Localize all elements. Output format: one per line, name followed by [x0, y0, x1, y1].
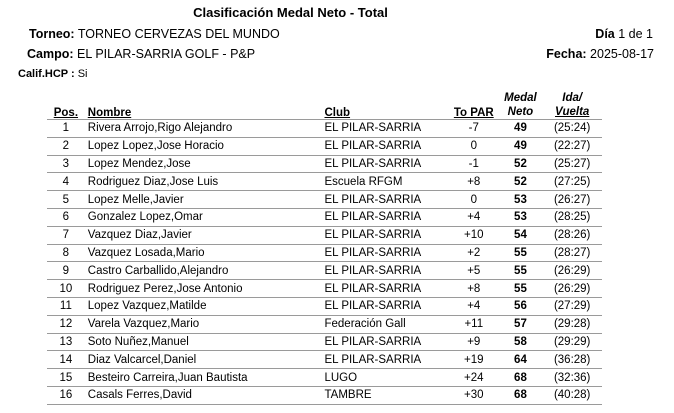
cell-club: EL PILAR-SARRIA — [322, 351, 449, 369]
cell-club: EL PILAR-SARRIA — [322, 262, 449, 280]
table-row — [47, 351, 602, 369]
cell-nombre: Diaz Valcarcel,Daniel — [85, 351, 323, 369]
dia-line — [595, 27, 653, 41]
cell-nombre: Lopez Mendez,Jose — [85, 155, 323, 173]
table-row — [47, 208, 602, 226]
cell-club: TAMBRE — [322, 386, 449, 404]
cell-to-par: -7 — [449, 120, 499, 138]
table-row — [47, 173, 602, 191]
cell-to-par: +8 — [449, 173, 499, 191]
calif-value: Si — [77, 68, 88, 80]
cell-club: EL PILAR-SARRIA — [322, 191, 449, 209]
cell-to-par: +5 — [449, 262, 499, 280]
cell-nombre: Casals Ferres,David — [85, 386, 323, 404]
table-row — [47, 333, 602, 351]
cell-ida-vuelta: (26:29) — [542, 280, 602, 298]
table-row — [47, 244, 602, 262]
cell-ida-vuelta: (27:29) — [542, 297, 602, 315]
header-ida-vuelta-line1: Ida/ — [562, 92, 583, 104]
cell-to-par: +4 — [449, 208, 499, 226]
cell-pos: 3 — [47, 155, 85, 173]
cell-pos: 16 — [47, 386, 85, 404]
fecha-label: Fecha: — [546, 47, 587, 61]
cell-ida-vuelta: (25:24) — [542, 120, 602, 138]
header-ida-vuelta-line2: Vuelta — [555, 106, 590, 118]
cell-nombre: Lopez Lopez,Jose Horacio — [85, 137, 323, 155]
cell-to-par: -1 — [449, 155, 499, 173]
table-row — [47, 386, 602, 404]
classification-table — [47, 91, 602, 405]
cell-nombre: Varela Vazquez,Mario — [85, 315, 323, 333]
cell-pos: 11 — [47, 297, 85, 315]
cell-medal-neto: 54 — [499, 226, 543, 244]
cell-nombre: Vazquez Diaz,Javier — [85, 226, 323, 244]
cell-medal-neto: 53 — [499, 208, 543, 226]
cell-nombre: Castro Carballido,Alejandro — [85, 262, 323, 280]
cell-pos: 8 — [47, 244, 85, 262]
cell-nombre: Vazquez Losada,Mario — [85, 244, 323, 262]
cell-nombre: Rivera Arrojo,Rigo Alejandro — [85, 120, 323, 138]
table-row — [47, 191, 602, 209]
table-row — [47, 155, 602, 173]
cell-to-par: +30 — [449, 386, 499, 404]
cell-pos: 2 — [47, 137, 85, 155]
cell-to-par: +24 — [449, 369, 499, 387]
cell-pos: 1 — [47, 120, 85, 138]
cell-medal-neto: 55 — [499, 244, 543, 262]
cell-nombre: Lopez Vazquez,Matilde — [85, 297, 323, 315]
cell-pos: 15 — [47, 369, 85, 387]
cell-ida-vuelta: (28:27) — [542, 244, 602, 262]
cell-ida-vuelta: (36:28) — [542, 351, 602, 369]
cell-pos: 6 — [47, 208, 85, 226]
cell-medal-neto: 56 — [499, 297, 543, 315]
cell-medal-neto: 58 — [499, 333, 543, 351]
header-pos: Pos. — [53, 107, 79, 119]
cell-ida-vuelta: (28:25) — [542, 208, 602, 226]
cell-club: EL PILAR-SARRIA — [322, 120, 449, 138]
calif-label: Calif.HCP : — [18, 68, 75, 80]
torneo-value: TORNEO CERVEZAS DEL MUNDO — [77, 27, 280, 41]
cell-ida-vuelta: (40:28) — [542, 386, 602, 404]
cell-club: EL PILAR-SARRIA — [322, 333, 449, 351]
cell-ida-vuelta: (26:29) — [542, 262, 602, 280]
cell-medal-neto: 68 — [499, 369, 543, 387]
cell-club: EL PILAR-SARRIA — [322, 280, 449, 298]
calif-line — [18, 68, 87, 80]
table-row — [47, 262, 602, 280]
campo-label: Campo: — [27, 47, 74, 61]
cell-medal-neto: 55 — [499, 280, 543, 298]
cell-to-par: +11 — [449, 315, 499, 333]
cell-nombre: Rodriguez Perez,Jose Antonio — [85, 280, 323, 298]
cell-pos: 5 — [47, 191, 85, 209]
cell-pos: 13 — [47, 333, 85, 351]
cell-ida-vuelta: (29:28) — [542, 315, 602, 333]
cell-club: EL PILAR-SARRIA — [322, 226, 449, 244]
header-medal-neto-line1: Medal — [504, 92, 537, 104]
report-title: Clasificación Medal Neto - Total — [193, 5, 388, 20]
torneo-label: Torneo: — [29, 27, 75, 41]
cell-ida-vuelta: (22:27) — [542, 137, 602, 155]
cell-pos: 12 — [47, 315, 85, 333]
header-medal-neto-line2: Neto — [507, 106, 534, 118]
cell-ida-vuelta: (29:29) — [542, 333, 602, 351]
cell-club: Federación Gall — [322, 315, 449, 333]
table-header-row — [47, 91, 602, 120]
cell-medal-neto: 52 — [499, 155, 543, 173]
cell-to-par: +2 — [449, 244, 499, 262]
cell-nombre: Soto Nuñez,Manuel — [85, 333, 323, 351]
cell-club: EL PILAR-SARRIA — [322, 297, 449, 315]
table-row — [47, 280, 602, 298]
cell-pos: 10 — [47, 280, 85, 298]
header-medal-neto — [499, 91, 543, 120]
cell-club: EL PILAR-SARRIA — [322, 208, 449, 226]
cell-to-par: +8 — [449, 280, 499, 298]
table-row — [47, 369, 602, 387]
cell-medal-neto: 57 — [499, 315, 543, 333]
cell-medal-neto: 52 — [499, 173, 543, 191]
cell-nombre: Gonzalez Lopez,Omar — [85, 208, 323, 226]
cell-medal-neto: 49 — [499, 137, 543, 155]
cell-to-par: +19 — [449, 351, 499, 369]
cell-pos: 9 — [47, 262, 85, 280]
cell-pos: 7 — [47, 226, 85, 244]
fecha-line — [546, 47, 654, 61]
cell-medal-neto: 49 — [499, 120, 543, 138]
cell-club: Escuela RFGM — [322, 173, 449, 191]
cell-ida-vuelta: (25:27) — [542, 155, 602, 173]
cell-medal-neto: 55 — [499, 262, 543, 280]
campo-line — [27, 47, 255, 61]
cell-medal-neto: 53 — [499, 191, 543, 209]
cell-ida-vuelta: (28:26) — [542, 226, 602, 244]
cell-to-par: +10 — [449, 226, 499, 244]
cell-ida-vuelta: (27:25) — [542, 173, 602, 191]
dia-value: 1 de 1 — [618, 27, 653, 41]
cell-club: EL PILAR-SARRIA — [322, 244, 449, 262]
cell-ida-vuelta: (32:36) — [542, 369, 602, 387]
cell-ida-vuelta: (26:27) — [542, 191, 602, 209]
cell-pos: 4 — [47, 173, 85, 191]
table-row — [47, 120, 602, 138]
header-nombre: Nombre — [87, 107, 132, 119]
fecha-value: 2025-08-17 — [590, 47, 654, 61]
cell-to-par: 0 — [449, 137, 499, 155]
cell-to-par: +9 — [449, 333, 499, 351]
cell-to-par: +4 — [449, 297, 499, 315]
cell-nombre: Rodriguez Diaz,Jose Luis — [85, 173, 323, 191]
cell-club: EL PILAR-SARRIA — [322, 155, 449, 173]
header-to-par: To PAR — [453, 107, 494, 119]
cell-pos: 14 — [47, 351, 85, 369]
campo-value: EL PILAR-SARRIA GOLF - P&P — [77, 47, 256, 61]
cell-nombre: Lopez Melle,Javier — [85, 191, 323, 209]
cell-nombre: Besteiro Carreira,Juan Bautista — [85, 369, 323, 387]
table-row — [47, 226, 602, 244]
cell-medal-neto: 64 — [499, 351, 543, 369]
header-club: Club — [324, 107, 351, 119]
cell-to-par: 0 — [449, 191, 499, 209]
cell-medal-neto: 68 — [499, 386, 543, 404]
table-row — [47, 297, 602, 315]
cell-club: EL PILAR-SARRIA — [322, 137, 449, 155]
dia-label: Día — [595, 27, 615, 41]
header-ida-vuelta — [542, 91, 602, 120]
table-row — [47, 137, 602, 155]
cell-club: LUGO — [322, 369, 449, 387]
table-row — [47, 315, 602, 333]
torneo-line — [29, 27, 280, 41]
